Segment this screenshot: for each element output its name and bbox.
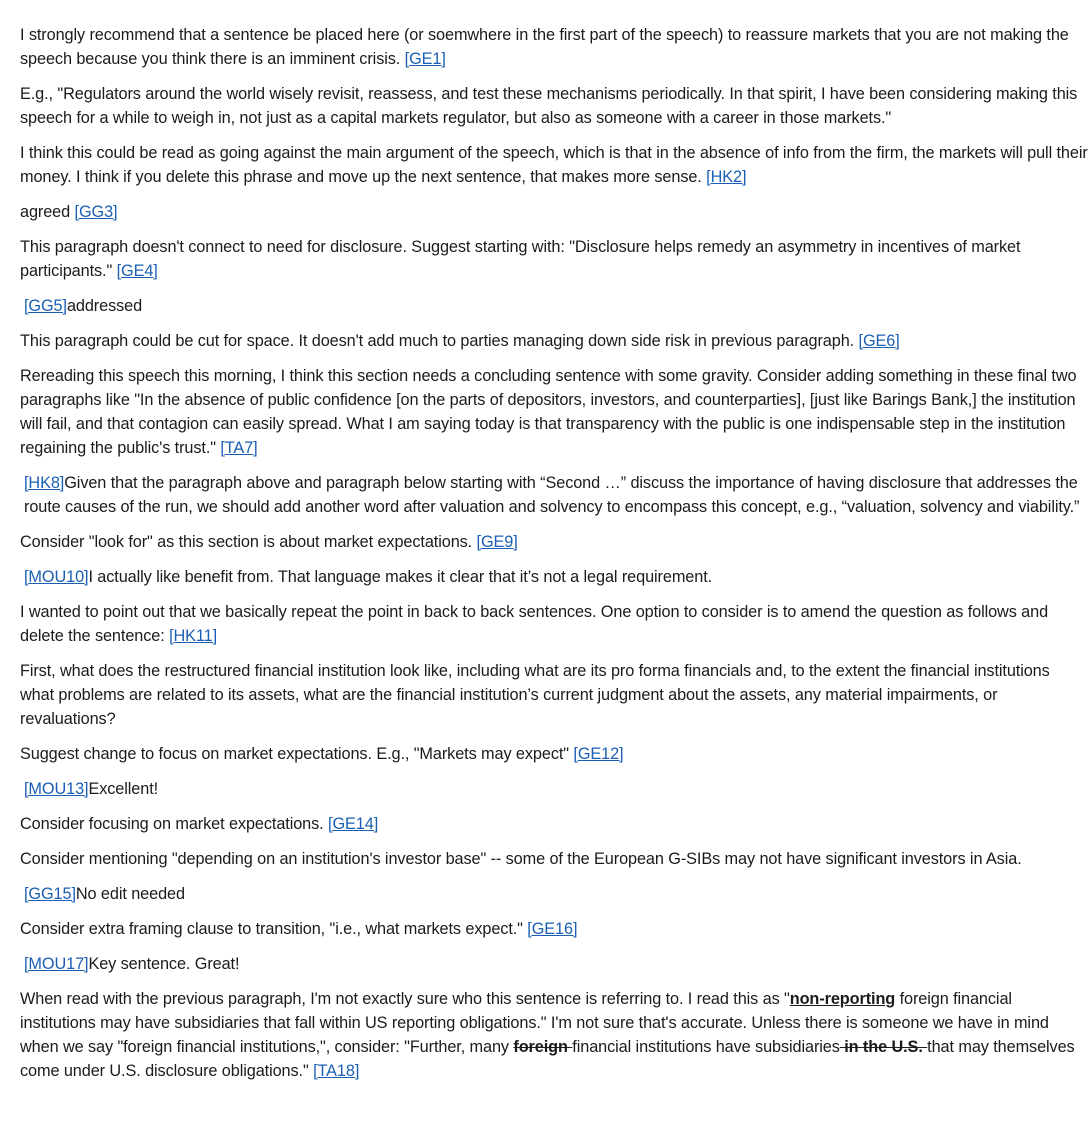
comment-paragraph <box>20 812 1088 836</box>
comment-reference-link[interactable]: [GE14] <box>328 815 379 833</box>
comment-text: Rereading this speech this morning, I think this section needs a concluding sentence with some gravity. Consider adding something in these final two paragraphs like "In the absence of public confidence [on the parts of depositors, investors, and counterparties], [just like Barings Bank,] the institution will fail, and that contagion can easily spread. What I am saying today is that transparency with the public is one indispensable step in the institution regaining the public's trust." <box>20 367 1077 457</box>
comment-text: Consider "look for" as this section is about market expectations. <box>20 533 477 551</box>
comment-paragraph <box>20 882 1088 906</box>
comment-text: Excellent! <box>88 780 159 798</box>
comment-paragraph <box>20 530 1088 554</box>
comment-text: agreed <box>20 203 75 221</box>
comment-reference-link[interactable]: [MOU10] <box>24 568 89 586</box>
emphasized-text: non-reporting <box>789 990 896 1008</box>
comment-text: I wanted to point out that we basically repeat the point in back to back sentences. One option to consider is to amend the question as follows and delete the sentence: <box>20 603 1049 645</box>
comment-text: Consider extra framing clause to transition, "i.e., what markets expect." <box>20 920 528 938</box>
comment-text: Key sentence. Great! <box>88 955 240 973</box>
comment-text: This paragraph doesn't connect to need for disclosure. Suggest starting with: "Disclosure helps remedy an asymmetry in incentives of market participants." <box>20 238 1021 280</box>
comment-reference-link[interactable]: [TA18] <box>313 1062 360 1080</box>
struck-text: in the U.S. <box>839 1038 928 1056</box>
comment-paragraph <box>20 141 1088 189</box>
comment-paragraph <box>20 364 1088 460</box>
comment-text: that may themselves come under U.S. disclosure obligations." <box>20 1038 1075 1080</box>
comment-paragraph <box>20 294 1088 318</box>
struck-text: foreign <box>513 1038 573 1056</box>
comment-text: No edit needed <box>75 885 185 903</box>
comment-paragraph <box>20 329 1088 353</box>
comment-text: foreign financial institutions may have subsidiaries that fall within US reporting obligations." I'm not sure that's accurate. Unless there is someone we have in mind when we say "foreign financial institutions,", consider: "Further, many <box>20 990 1049 1056</box>
comment-paragraph <box>20 917 1088 941</box>
comment-paragraph <box>20 952 1088 976</box>
comment-text: First, what does the restructured financial institution look like, including what are its pro forma financials and, to the extent the financial institutions what problems are related to its assets, what are the financial institution’s current judgment about the assets, any material impairments, or revaluations? <box>20 662 1050 728</box>
comment-paragraph <box>20 742 1088 766</box>
comment-text: Given that the paragraph above and paragraph below starting with “Second …” discuss the importance of having disclosure that addresses the route causes of the run, we should add another word after valuation and solvency to encompass this concept, e.g., “valuation, solvency and viability.” <box>24 474 1080 516</box>
comment-paragraph <box>20 987 1088 1083</box>
comment-paragraph <box>20 565 1088 589</box>
comment-text: E.g., "Regulators around the world wisely revisit, reassess, and test these mechanisms periodically. In that spirit, I have been considering making this speech for a while to weigh in, not just as a capital markets regulator, but also as someone with a career in those markets." <box>20 85 1078 127</box>
comment-reference-link[interactable]: [GE1] <box>404 50 446 68</box>
comment-reference-link[interactable]: [MOU13] <box>24 780 89 798</box>
comment-text: This paragraph could be cut for space. It doesn't add much to parties managing down side risk in previous paragraph. <box>20 332 859 350</box>
comment-reference-link[interactable]: [HK2] <box>706 168 747 186</box>
comment-reference-link[interactable]: [GE6] <box>858 332 900 350</box>
comment-paragraph <box>20 600 1088 648</box>
comment-text: financial institutions have subsidiaries <box>572 1038 840 1056</box>
comment-paragraph <box>20 471 1088 519</box>
comment-reference-link[interactable]: [GE4] <box>116 262 158 280</box>
comment-paragraph <box>20 82 1088 130</box>
comment-text: When read with the previous paragraph, I'm not exactly sure who this sentence is referring to. I read this as " <box>20 990 790 1008</box>
comment-reference-link[interactable]: [GE9] <box>476 533 518 551</box>
comment-text: addressed <box>66 297 143 315</box>
comment-reference-link[interactable]: [GG5] <box>24 297 67 315</box>
comment-paragraph <box>20 23 1088 71</box>
comment-reference-link[interactable]: [GE12] <box>573 745 624 763</box>
comment-reference-link[interactable]: [MOU17] <box>24 955 89 973</box>
comment-text: I strongly recommend that a sentence be placed here (or soemwhere in the first part of the speech) to reassure markets that you are not making the speech because you think there is an imminent crisis. <box>20 26 1069 68</box>
comment-paragraph <box>20 659 1088 731</box>
comment-text: Consider focusing on market expectations. <box>20 815 329 833</box>
comment-paragraph <box>20 200 1088 224</box>
comment-reference-link[interactable]: [TA7] <box>220 439 258 457</box>
comment-reference-link[interactable]: [HK8] <box>24 474 65 492</box>
comment-reference-link[interactable]: [GG3] <box>74 203 118 221</box>
comment-text: I think this could be read as going against the main argument of the speech, which is that in the absence of info from the firm, the markets will pull their money. I think if you delete this phrase and move up the next sentence, that makes more sense. <box>20 144 1088 186</box>
comment-text: I actually like benefit from. That language makes it clear that it’s not a legal requirement. <box>88 568 713 586</box>
comment-reference-link[interactable]: [HK11] <box>169 627 218 645</box>
comment-paragraph <box>20 847 1088 871</box>
comment-text: Consider mentioning "depending on an institution's investor base" -- some of the European G-SIBs may not have significant investors in Asia. <box>20 850 1022 868</box>
comment-text: Suggest change to focus on market expectations. E.g., "Markets may expect" <box>20 745 574 763</box>
comment-reference-link[interactable]: [GE16] <box>527 920 578 938</box>
comment-paragraph <box>20 235 1088 283</box>
comment-paragraph <box>20 777 1088 801</box>
comment-reference-link[interactable]: [GG15] <box>24 885 76 903</box>
